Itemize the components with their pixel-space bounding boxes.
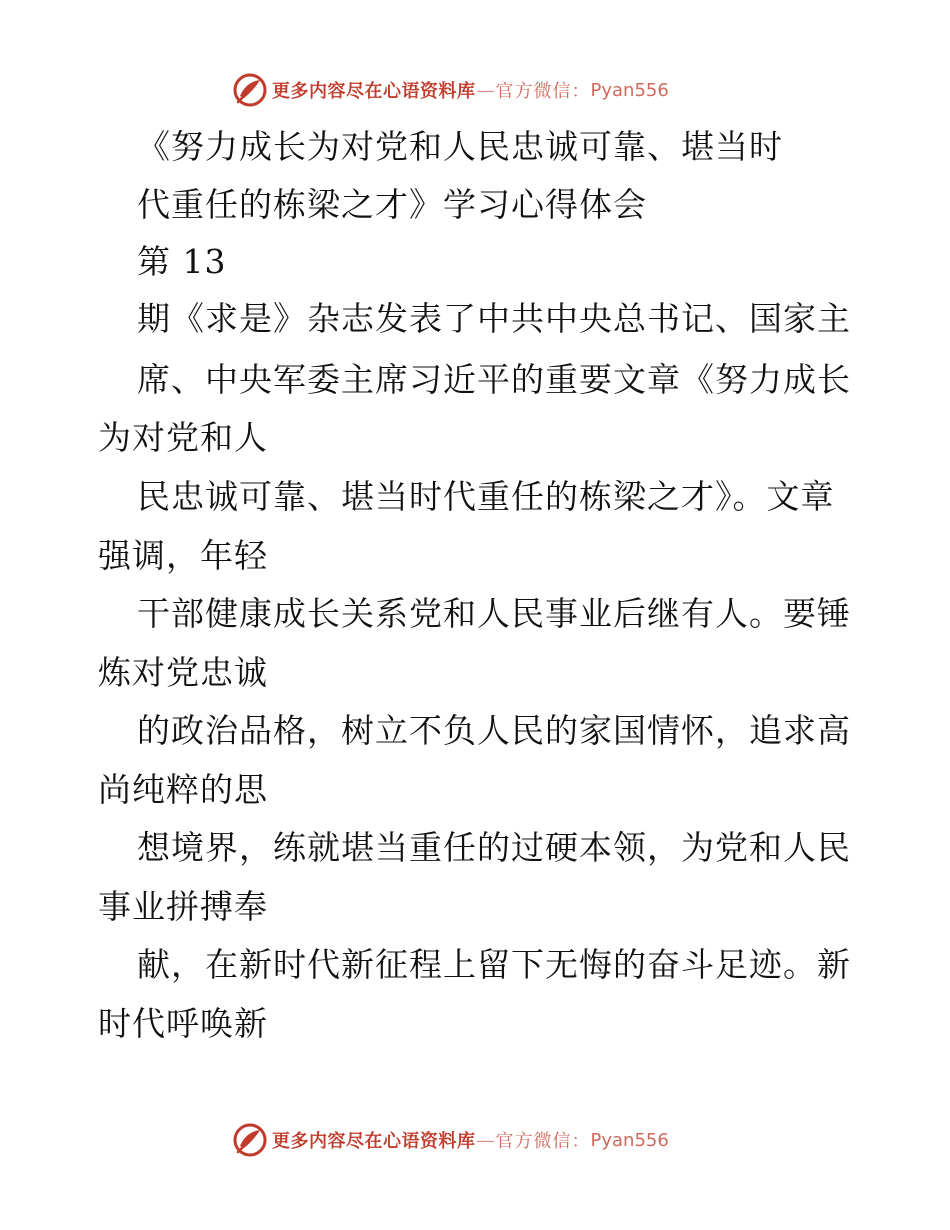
header-watermark-banner: [232, 70, 669, 110]
body-line: 炼对党忠诚: [98, 653, 268, 692]
body-line: 想境界，练就堪当重任的过硬本领，为党和人民: [137, 828, 851, 867]
body-line: 干部健康成长关系党和人民事业后继有人。要锤: [137, 594, 851, 633]
banner-dash: —: [476, 1129, 495, 1151]
banner-dash: —: [476, 79, 495, 101]
body-line: 尚纯粹的思: [98, 770, 268, 809]
body-line: 强调，年轻: [98, 536, 268, 575]
banner-sub-text: 官方微信：: [495, 81, 591, 102]
pen-logo-icon: [232, 1122, 268, 1158]
title-line-1: 《努力成长为对党和人民忠诚可靠、堪当时: [137, 127, 783, 166]
banner-sub-text: 官方微信：: [495, 1131, 591, 1152]
body-line: 席、中央军委主席习近平的重要文章《努力成长: [137, 360, 851, 399]
pen-logo-icon: [232, 72, 268, 108]
body-line: 第 13: [137, 242, 227, 281]
body-line: 为对党和人: [98, 418, 268, 457]
body-line: 期《求是》杂志发表了中共中央总书记、国家主: [137, 299, 851, 338]
body-line: 的政治品格，树立不负人民的家国情怀，追求高: [137, 711, 851, 750]
body-line: 献，在新时代新征程上留下无悔的奋斗足迹。新: [137, 945, 851, 984]
banner-wechat-id: Pyan556: [590, 79, 669, 101]
body-line: 事业拼搏奉: [98, 887, 268, 926]
title-line-2: 代重任的栋梁之才》学习心得体会: [137, 185, 647, 224]
banner-main-text: 更多内容尽在心语资料库: [272, 1131, 476, 1152]
banner-wechat-id: Pyan556: [590, 1129, 669, 1151]
body-line: 时代呼唤新: [98, 1004, 268, 1043]
banner-main-text: 更多内容尽在心语资料库: [272, 81, 476, 102]
footer-watermark-banner: [232, 1120, 669, 1160]
body-line: 民忠诚可靠、堪当时代重任的栋梁之才》。文章: [137, 477, 835, 516]
